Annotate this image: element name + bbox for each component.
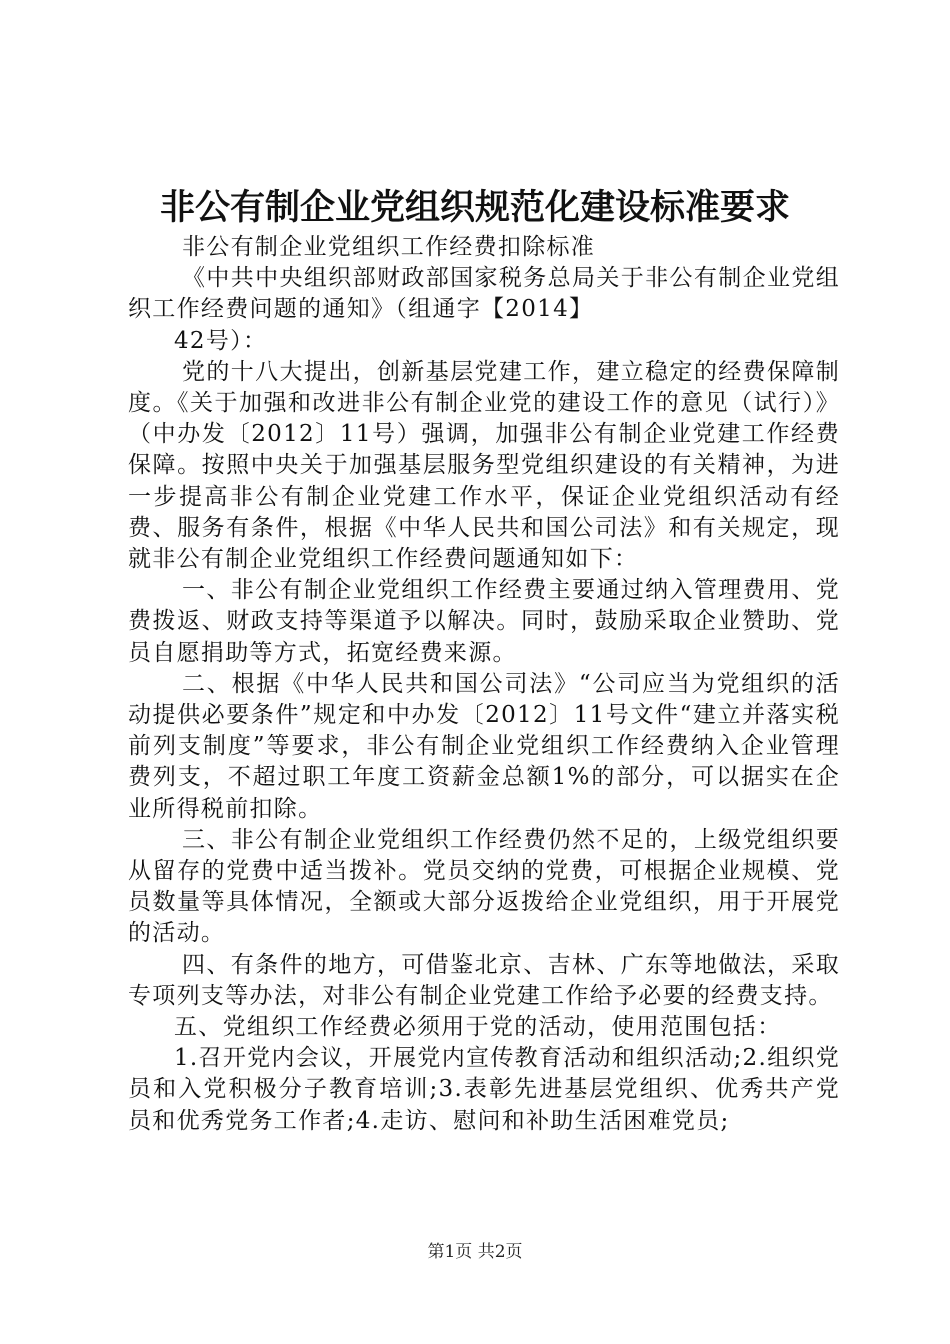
paragraph-item-2: 二、根据《中华人民共和国公司法》“公司应当为党组织的活动提供必要条件”规定和中办发〔2012〕11号文件“建立并落实税前列支制度”等要求，非公有制企业党组织工作经费纳入企业管理费列支，不超过职工年度工资薪金总额1%的部分，可以据实在企业所得税前扣除。 <box>128 670 840 822</box>
paragraph-usage-list: 1.召开党内会议，开展党内宣传教育活动和组织活动;2.组织党员和入党积极分子教育培训;3.表彰先进基层党组织、优秀共产党员和优秀党务工作者;4.走访、慰问和补助生活困难党员; <box>128 1045 840 1134</box>
paragraph-item-5: 五、党组织工作经费必须用于党的活动，使用范围包括： <box>174 1014 782 1041</box>
paragraph-subtitle: 非公有制企业党组织工作经费扣除标准 <box>182 234 596 260</box>
paragraph-notice-reference: 《中共中央组织部财政部国家税务总局关于非公有制企业党组织工作经费问题的通知》（组通字【2014】 <box>128 265 840 323</box>
page-number: 第1页 <box>427 1242 473 1262</box>
paragraph-item-3: 三、非公有制企业党组织工作经费仍然不足的，上级党组织要从留存的党费中适当拨补。党员交纳的党费，可根据企业规模、党员数量等具体情况，全额或大部分返拨给企业党组织，用于开展党的活动。 <box>128 826 840 947</box>
paragraph-item-1: 一、非公有制企业党组织工作经费主要通过纳入管理费用、党费拨返、财政支持等渠道予以解决。同时，鼓励采取企业赞助、党员自愿捐助等方式，拓宽经费来源。 <box>128 577 840 666</box>
page-total: 共2页 <box>477 1242 523 1262</box>
paragraph-notice-number: 42号）： <box>174 327 268 354</box>
document-title: 非公有制企业党组织规范化建设标准要求 <box>159 188 790 228</box>
page-footer <box>0 1240 950 1264</box>
paragraph-intro: 党的十八大提出，创新基层党建工作，建立稳定的经费保障制度。《关于加强和改进非公有制企业党的建设工作的意见（试行）》（中办发〔2012〕11号）强调，加强非公有制企业党建工作经费保障。按照中央关于加强基层服务型党组织建设的有关精神，为进一步提高非公有制企业党建工作水平，保证企业党组织活动有经费、服务有条件，根据《中华人民共和国公司法》和有关规定，现就非公有制企业党组织工作经费问题通知如下： <box>128 358 840 573</box>
document-body <box>128 232 840 1137</box>
paragraph-item-4: 四、有条件的地方，可借鉴北京、吉林、广东等地做法，采取专项列支等办法，对非公有制企业党建工作给予必要的经费支持。 <box>128 951 840 1009</box>
